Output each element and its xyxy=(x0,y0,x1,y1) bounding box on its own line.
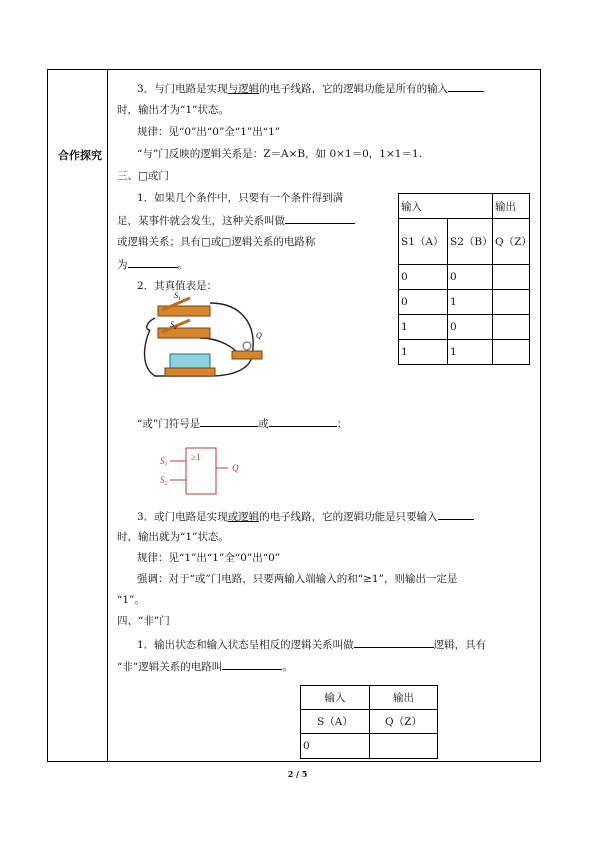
or-truth-table xyxy=(398,193,530,365)
blank xyxy=(200,416,258,427)
or-p3-line2: 时，输出就为“1”状态。 xyxy=(117,531,229,543)
table-header-input: 输入 xyxy=(399,194,493,219)
page-number: 2 / 5 xyxy=(287,769,308,779)
or-circuit-illustration xyxy=(140,288,270,383)
table-row: 1 0 xyxy=(399,315,530,340)
or-emphasis-line1: 强调：对于“或”门电路，只要两输入端输入的和“≥1”，则输出一定是 xyxy=(137,573,458,585)
table-row: 0 1 xyxy=(399,290,530,315)
blank xyxy=(269,416,337,427)
blank xyxy=(448,81,484,92)
row-label: 合作探究 xyxy=(58,149,102,162)
table-row: 0 0 xyxy=(399,265,530,290)
table-row: 0 xyxy=(301,734,438,759)
blank xyxy=(222,659,282,670)
and-relation: “与”门反映的逻辑关系是：Z＝A×B，如 0×1＝0，1×1＝1. xyxy=(137,148,422,160)
col-s1: S1（A） xyxy=(399,219,448,265)
blank xyxy=(285,213,355,224)
or-p1-line4: 为 。 xyxy=(117,259,188,271)
or-symbol-line: “或”门符号是 或 ； xyxy=(137,418,348,430)
gate-label: ≥1 xyxy=(191,452,201,462)
or-p1-line1: 1．如果几个条件中，只要有一个条件得到满 xyxy=(137,192,344,204)
or-p1-line2: 足，某事件就会发生，这种关系叫做 xyxy=(117,213,355,228)
or-rule: 规律：见“1”出“1”全“0”出“0” xyxy=(137,552,281,564)
or-heading: 三、□或门 xyxy=(117,170,169,182)
circuit-label-s1: $S_1$ xyxy=(174,291,181,302)
not-truth-table xyxy=(300,685,438,759)
and-p3-line1: 3．与门电路是实现与逻辑的电子线路，它的逻辑功能是所有的输入 xyxy=(137,81,484,96)
and-logic-term: 与逻辑 xyxy=(227,83,260,95)
gate-output-q: Q xyxy=(232,463,239,473)
blank xyxy=(438,509,474,520)
or-p1-line3: 或逻辑关系；具有□或□逻辑关系的电路称 xyxy=(117,236,316,248)
circuit-label-q: Q xyxy=(256,331,262,340)
or-p3-line1: 3．或门电路是实现或逻辑的电子线路，它的逻辑功能是只要输入 xyxy=(137,509,474,524)
col-q: Q（Z） xyxy=(370,710,438,734)
col-s2: S2（B） xyxy=(448,219,493,265)
gate-input-s1: $S_1$ xyxy=(160,456,168,468)
column-divider xyxy=(107,69,108,762)
blank xyxy=(354,637,434,648)
or-logic-term: 或逻辑 xyxy=(227,511,260,523)
or-p2: 2．其真值表是： xyxy=(137,280,218,292)
not-p1-line2: “非”逻辑关系的电路叫 。 xyxy=(117,661,293,673)
and-rule: 规律：见“0”出“0”全“1”出“1” xyxy=(137,126,281,138)
col-s: S（A） xyxy=(301,710,370,734)
table-header-output: 输出 xyxy=(493,194,530,219)
col-q: Q（Z） xyxy=(493,219,530,265)
table-row: 1 1 xyxy=(399,340,530,365)
blank xyxy=(128,257,178,268)
circuit-label-s2: $S_2$ xyxy=(170,320,177,331)
table-header-input: 输入 xyxy=(301,686,370,710)
gate-input-s2: $S_2$ xyxy=(160,475,168,487)
or-emphasis-line2: “1”。 xyxy=(117,594,145,606)
table-header-output: 输出 xyxy=(370,686,438,710)
not-heading: 四、“非”门 xyxy=(117,615,170,627)
and-p3-line2: 时，输出才为“1”状态。 xyxy=(117,104,229,116)
not-p1-line1: 1．输出状态和输入状态呈相反的逻辑关系叫做 逻辑，具有 xyxy=(137,639,487,651)
or-gate-symbol xyxy=(158,446,248,498)
